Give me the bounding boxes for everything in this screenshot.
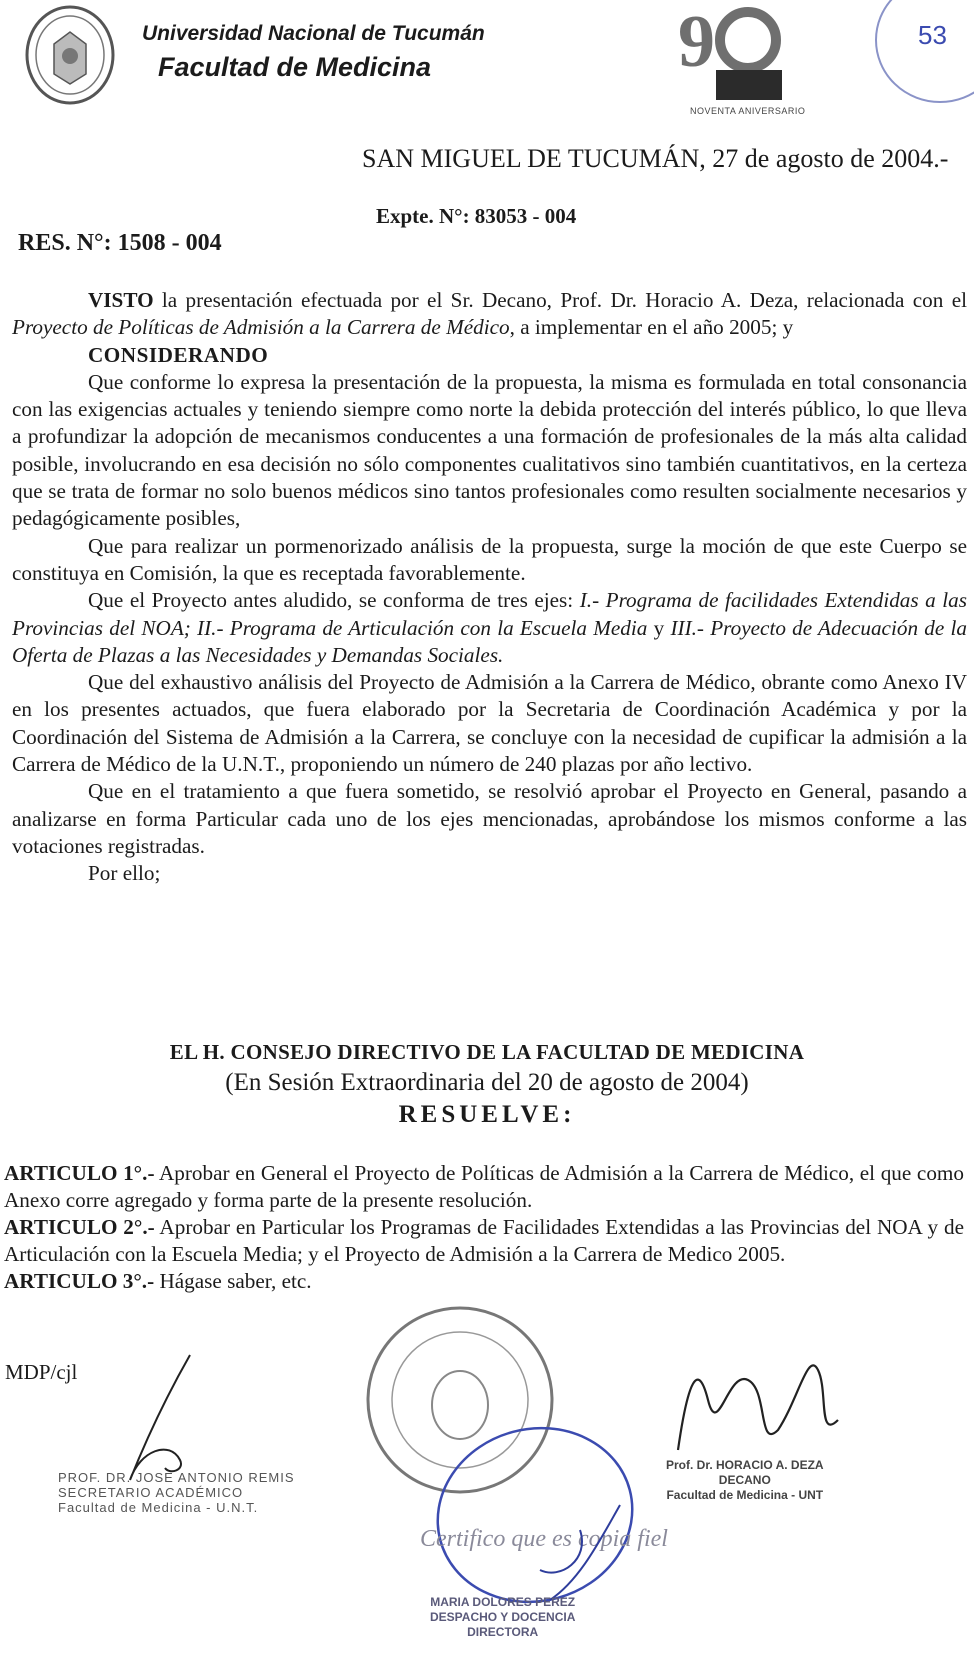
blue-folio-stamp xyxy=(864,0,974,110)
secretary-signature xyxy=(110,1350,220,1490)
document-body xyxy=(12,287,967,888)
faculty-name: Facultad de Medicina xyxy=(158,52,432,82)
secretary-name: PROF. DR. JOSE ANTONIO REMIS xyxy=(58,1470,295,1485)
dean-name: Prof. Dr. HORACIO A. DEZA xyxy=(666,1458,824,1472)
article-3 xyxy=(4,1268,964,1295)
dean-signature-block xyxy=(666,1458,824,1503)
axes-programs: I.- Programa de facilidades Extendidas a las Provincias del NOA; II.- Programa de Articulación con la Escuela Media xyxy=(12,588,967,640)
certification-text: Certifico que es copia fiel xyxy=(420,1526,668,1552)
article-3-label: ARTICULO 3°.- xyxy=(4,1269,155,1293)
article-1-text: Aprobar en General el Proyecto de Políticas de Admisión a la Carrera de Médico, el que como Anexo corre agregado y forma parte de la presente resolución. xyxy=(4,1161,965,1212)
articles xyxy=(4,1160,964,1295)
axes-project: III.- Proyecto de Adecuación de la Oferta de Plazas a las Necesidades y Demandas Sociales. xyxy=(12,615,968,667)
visto-label: VISTO xyxy=(88,288,154,312)
director-name: MARIA DOLORES PEREZ xyxy=(430,1595,576,1609)
article-2-label: ARTICULO 2°.- xyxy=(4,1215,155,1239)
considering-paragraph-5: Que en el tratamiento a que fuera sometido, se resolvió aprobar el Proyecto en General, pasando a analizarse en forma Particular cada uno de los ejes mencionadas, aprobándose los mismos conforme a las votaciones registradas. xyxy=(12,779,967,858)
article-2-text: Aprobar en Particular los Programas de Facilidades Extendidas a las Provincias del NOA y de Articulación con la Escuela Media; y el Proyecto de Admisión a la Carrera de Medico 2005. xyxy=(4,1215,964,1266)
place-date: SAN MIGUEL DE TUCUMÁN, 27 de agosto de 2004.- xyxy=(362,144,949,173)
dean-signature xyxy=(668,1340,848,1460)
visto-project-title: Proyecto de Políticas de Admisión a la Carrera de Médico xyxy=(12,315,510,340)
secretary-title: SECRETARIO ACADÉMICO xyxy=(58,1485,244,1500)
article-3-text: Hágase saber, etc. xyxy=(154,1269,312,1293)
considering-paragraph-1: Que conforme lo expresa la presentación de la propuesta, la misma es formulada en total consonancia con las exigencias actuales y teniendo siempre como norte la debida protección del interés público, lo que lleva a profundizar la adopción de mecanismos conducentes a una formación de profesionales de la más alta calidad posible, involucrando en esa decisión no sólo componentes cualitativos sino también cuantitativos, en la certeza que se trata de formar no solo buenos médicos sino tantos profesionales como resulten socialmente necesarios y pedagógicamente posibles, xyxy=(12,369,967,531)
anniversary-caption: NOVENTA ANIVERSARIO xyxy=(690,106,806,116)
dean-title: DECANO xyxy=(718,1473,771,1487)
axes-intro: Que el Proyecto antes aludido, se conforma de tres ejes: xyxy=(88,588,580,613)
page-number: 53 xyxy=(918,20,947,50)
secretary-signature-block xyxy=(58,1470,295,1515)
por-ello: Por ello; xyxy=(88,861,161,886)
session-subtitle: (En Sesión Extraordinaria del 20 de agosto de 2004) xyxy=(225,1069,749,1096)
director-signature xyxy=(520,1500,640,1610)
considering-paragraph-3 xyxy=(12,587,967,669)
dean-faculty: Facultad de Medicina - UNT xyxy=(666,1488,824,1502)
university-crest-logo xyxy=(24,4,116,106)
expediente-number: Expte. N°: 83053 - 004 xyxy=(376,204,577,228)
initials: MDP/cjl xyxy=(5,1360,78,1384)
considering-paragraph-4: Que del exhaustivo análisis del Proyecto de Admisión a la Carrera de Médico, obrante como Anexo IV en los presentes actuados, que fuera elaborado por la Secretaria de Coordinación Académica y por la Coordinación del Sistema de Admisión a la Carrera, se concluye con la necesidad de cupificar la admisión a la Carrera de Médico de la U.N.T., proponiendo un número de 240 plazas por año lectivo. xyxy=(12,670,967,777)
considerando-heading: CONSIDERANDO xyxy=(88,342,269,367)
considering-paragraph-2: Que para realizar un pormenorizado análisis de la propuesta, surge la moción de que este Cuerpo se constituya en Comisión, la que es receptada favorablemente. xyxy=(12,533,967,585)
director-signature-block xyxy=(430,1595,575,1640)
article-1-label: ARTICULO 1°.- xyxy=(4,1161,155,1185)
resuelve-heading: RESUELVE: xyxy=(398,1101,576,1128)
director-department: DESPACHO Y DOCENCIA xyxy=(430,1610,576,1624)
article-1 xyxy=(4,1160,964,1214)
visto-text-2: , a implementar en el año 2005; y xyxy=(509,315,794,340)
university-name: Universidad Nacional de Tucumán xyxy=(142,22,485,45)
council-heading: EL H. CONSEJO DIRECTIVO DE LA FACULTAD DE MEDICINA xyxy=(169,1040,805,1064)
axes-and: y xyxy=(647,615,671,640)
article-2 xyxy=(4,1214,964,1268)
visto-text-1: la presentación efectuada por el Sr. Decano, Prof. Dr. Horacio A. Deza, relacionada con el xyxy=(153,288,967,312)
svg-text:9: 9 xyxy=(678,4,715,83)
resolution-number: RES. N°: 1508 - 004 xyxy=(18,230,222,256)
anniversary-90-logo xyxy=(676,4,786,104)
secretary-faculty: Facultad de Medicina - U.N.T. xyxy=(58,1500,259,1515)
visto-paragraph xyxy=(12,287,967,342)
director-title: DIRECTORA xyxy=(467,1625,539,1639)
